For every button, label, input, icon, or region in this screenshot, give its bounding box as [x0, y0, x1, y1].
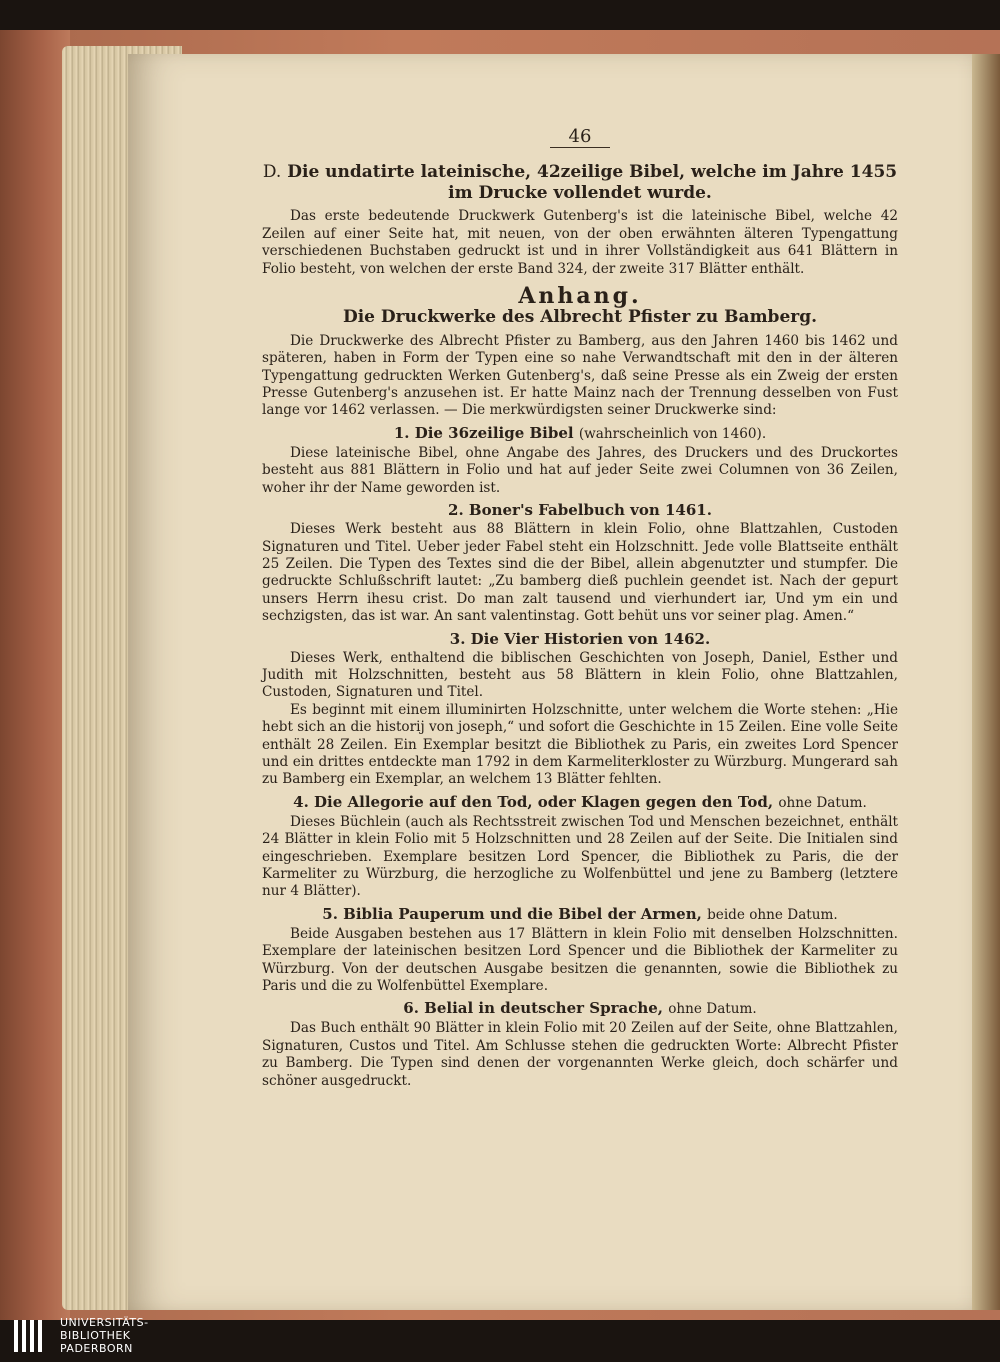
library-name-line-2: BIBLIOTHEK: [60, 1329, 131, 1342]
book-spine: [0, 30, 70, 1320]
item-4-title: [262, 793, 898, 813]
anhang-heading: Anhang.: [518, 283, 642, 310]
anhang-intro: Die Druckwerke des Albrecht Pfister zu Bamberg, aus den Jahren 1460 bis 1462 und späteren, haben in Form der Typen eine so nahe Verwandtschaft mit den in der älteren Typengattung gedruckten Werken Gutenberg's, daß seine Presse als ein Zweig der ersten Presse Gutenberg's anzusehen ist. Er hatte Mainz nach der Trennung desselben von Fust lange vor 1462 verlassen. — Die merkwürdigsten seiner Druckwerke sind:: [262, 332, 898, 419]
item-note: ohne Datum.: [778, 794, 867, 811]
item-title-text: 5. Biblia Pauperum und die Bibel der Armen,: [322, 904, 702, 923]
item-title-text: 1. Die 36zeilige Bibel: [393, 423, 574, 442]
item-3-paragraph-2: Es beginnt mit einem illuminirten Holzschnitte, unter welchem die Worte stehen: „Hie hebt sich an die historij von joseph,“ und sofort die Geschichte in 15 Zeilen. Eine volle Seite enthält 28 Zeilen. Ein Exemplar besitzt die Bibliothek zu Paris, ein zweites Lord Spencer und ein drittes entdeckte man 1792 in dem Karmeliterkloster zu Würzburg. Mungerard sah zu Bamberg ein Exemplar, an welchem 13 Blätter fehlten.: [262, 701, 899, 788]
item-6-title: [262, 999, 898, 1019]
item-3-title: [262, 630, 898, 649]
item-5-paragraph: Beide Ausgaben bestehen aus 17 Blättern in klein Folio mit denselben Holzschnitten. Exemplare der lateinischen besitzen Lord Spencer und die Bibliothek der Karmeliter zu Würzburg. Von der deutschen Ausgabe besitzen die genannten, sowie die Bibliothek zu Paris und die zu Wolfenbüttel Exemplare.: [262, 925, 898, 995]
item-title-text: 2. Boner's Fabelbuch von 1461.: [448, 501, 712, 520]
item-note: beide ohne Datum.: [707, 906, 838, 923]
section-d-title: [262, 162, 898, 204]
section-d-title-text: Die undatirte lateinische, 42zeilige Bibel, welche im Jahre 1455 im Drucke vollendet wurde.: [287, 162, 898, 204]
item-1-paragraph: Diese lateinische Bibel, ohne Angabe des Jahres, des Druckers und des Druckortes besteht aus 881 Blättern in Folio und hat auf jeder Seite zwei Columnen von 36 Zeilen, woher ihr der Name geworden ist.: [262, 444, 898, 496]
page-number-rule: [550, 147, 610, 148]
page-content: [262, 128, 898, 1090]
item-2-title: [262, 501, 898, 520]
library-name-line-1: UNIVERSITÄTS-: [60, 1316, 149, 1329]
item-title-text: 6. Belial in deutscher Sprache,: [403, 999, 663, 1018]
item-2-paragraph: Dieses Werk besteht aus 88 Blättern in klein Folio, ohne Blattzahlen, Custoden Signaturen und Titel. Ueber jeder Fabel steht ein Holzschnitt. Jede volle Blattseite enthält 25 Zeilen. Die Typen des Textes sind die der Bibel, allein abgenutzter und stumpfer. Die gedruckte Schlußschrift lautet: „Zu bamberg dieß puchlein geendet ist. Nach der gepurt unsers Herrn ihesu crist. Do man zalt tausend und vierhundert iar, Und ym ein und sechzigsten, das ist war. An sant valentinstag. Gott behüt uns vor seiner plag. Amen.“: [262, 521, 898, 625]
item-note: (wahrscheinlich von 1460).: [578, 425, 767, 442]
item-title-text: 4. Die Allegorie auf den Tod, oder Klagen gegen den Tod,: [293, 792, 774, 811]
page-gutter: [972, 54, 1000, 1310]
library-name: [60, 1316, 149, 1355]
item-6-paragraph: Das Buch enthält 90 Blätter in klein Folio mit 20 Zeilen auf der Seite, ohne Blattzahlen, Signaturen, Custos und Titel. Am Schlusse stehen die gedruckten Worte: Albrecht Pfister zu Bamberg. Die Typen sind denen der vorgenannten Werke gleich, doch schärfer und schöner ausgedruckt.: [262, 1020, 898, 1089]
anhang-subheading: Die Druckwerke des Albrecht Pfister zu Bamberg.: [342, 307, 818, 328]
page-number: 46: [568, 126, 592, 147]
section-d-text: Das erste bedeutende Druckwerk Gutenberg's ist die lateinische Bibel, welche 42 Zeilen auf einer Seite hat, mit neuen, von der oben erwähnten älteren Typengattung verschiedenen Buchstaben gedruckt ist und in ihrer Vollständigkeit aus 641 Blättern in Folio besteht, von welchen der erste Band 324, der zweite 317 Blätter enthält.: [262, 208, 898, 277]
library-logo-icon: [12, 1316, 48, 1356]
item-3-paragraph-1: Dieses Werk, enthaltend die biblischen Geschichten von Joseph, Daniel, Esther und Judith mit Holzschnitten, besteht aus 58 Blättern in klein Folio, ohne Blattzahlen, Custoden, Signaturen und Titel.: [262, 649, 898, 701]
item-5-title: [262, 905, 898, 925]
item-4-paragraph: Dieses Büchlein (auch als Rechtsstreit zwischen Tod und Menschen bezeichnet, enthält 24 Blätter in klein Folio mit 5 Holzschnitten und 28 Zeilen auf der Seite. Die Initialen sind eingeschrieben. Exemplare besitzen Lord Spencer, die Bibliothek zu Paris, die der Karmeliter zu Würzburg, die herzogliche zu Wolfenbüttel und jene zu Bamberg (letztere nur 4 Blätter).: [262, 813, 898, 900]
item-1-title: [262, 424, 898, 444]
library-name-line-3: PADERBORN: [60, 1342, 133, 1355]
item-note: ohne Datum.: [668, 1001, 757, 1018]
item-title-text: 3. Die Vier Historien von 1462.: [449, 629, 711, 648]
section-letter: D.: [262, 162, 282, 183]
library-watermark: [6, 1312, 186, 1358]
